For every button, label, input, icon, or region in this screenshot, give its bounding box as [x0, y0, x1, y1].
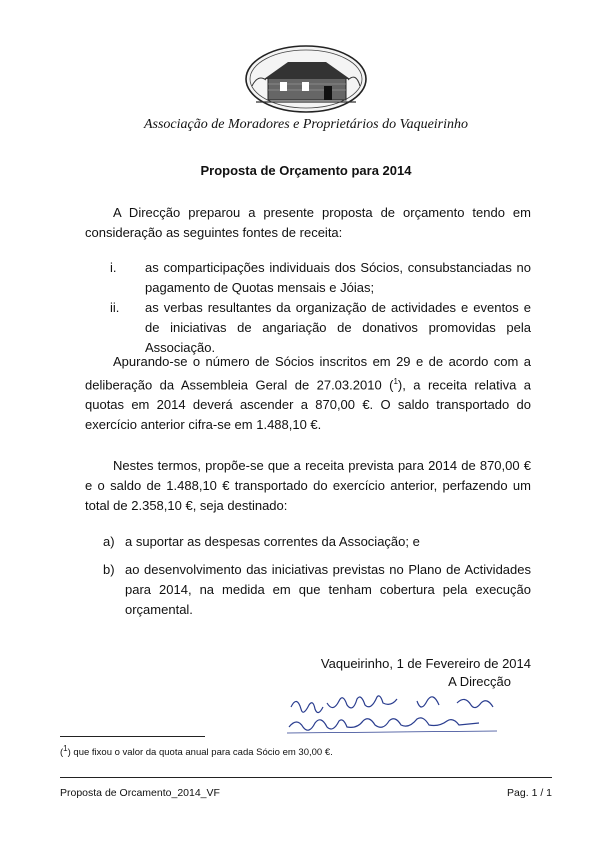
quota-paragraph	[85, 352, 531, 435]
list-marker: i.	[110, 260, 117, 275]
list-marker: b)	[103, 562, 115, 577]
association-logo	[244, 44, 368, 114]
list-item	[85, 298, 531, 355]
list-item-text: ao desenvolvimento das iniciativas previstas no Plano de Actividades para 2014, na medida em que tenham cobertura pela execução orçamental.	[125, 562, 531, 617]
association-name: Associação de Moradores e Proprietários do Vaqueirinho	[143, 117, 469, 132]
footnote-text: ) que fixou o valor da quota anual para cada Sócio em 30,00 €.	[67, 747, 333, 759]
footer-page-number: Pag. 1 / 1	[507, 787, 552, 799]
paragraph-text: Apurando-se o número de Sócios inscritos em 29 e de acordo com a deliberação da Assembleia Geral de 27.03.2010 (	[85, 354, 531, 393]
list-marker: ii.	[110, 300, 120, 315]
paragraph-text: ), a receita relativa a quotas em 2014 deverá ascender a 870,00 €. O saldo transportado do exercício anterior cifra-se em 1.488,10 €.	[85, 377, 531, 433]
footnote-number: 1	[63, 744, 68, 753]
place-date: Vaqueirinho, 1 de Fevereiro de 2014	[320, 656, 531, 671]
list-item-text: a suportar as despesas correntes da Associação; e	[125, 534, 420, 549]
allocation-paragraph: Nestes termos, propõe-se que a receita prevista para 2014 de 870,00 € e o saldo de 1.488,10 € transportado do exercício anterior, perfazendo um total de 2.358,10 €, seja destinado:	[85, 458, 531, 513]
page-title: Proposta de Orçamento para 2014	[200, 163, 412, 178]
signatory: A Direcção	[448, 674, 511, 689]
list-item	[85, 532, 531, 552]
footnote: ($^1$) que fixou o valor da quota anual para cada Sócio em 30,00 €.	[60, 744, 333, 759]
footnote-reference: 1	[393, 377, 398, 386]
list-item	[85, 258, 531, 298]
list-item-text: as verbas resultantes da organização de actividades e eventos e de iniciativas de angariação de donativos promovidas pela Associação.	[145, 300, 531, 355]
intro-paragraph: A Direcção preparou a presente proposta de orçamento tendo em consideração as seguintes fontes de receita:	[85, 205, 531, 240]
footnote-separator	[60, 736, 205, 737]
footer-filename: Proposta de Orcamento_2014_VF	[60, 787, 220, 799]
handwritten-signatures	[287, 693, 507, 738]
list-item	[85, 560, 531, 620]
list-marker: a)	[103, 534, 115, 549]
list-item-text: as comparticipações individuais dos Sócios, consubstanciadas no pagamento de Quotas mensais e Jóias;	[145, 260, 531, 295]
footer-separator	[60, 777, 552, 778]
